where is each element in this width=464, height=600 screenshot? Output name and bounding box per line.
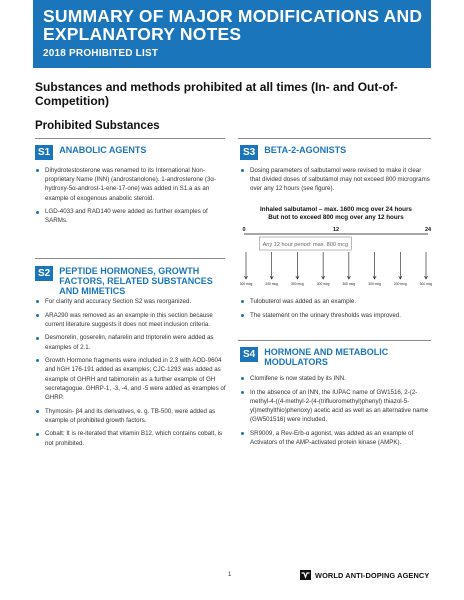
dose-label: 300 mcg — [316, 282, 330, 286]
s1-list — [35, 166, 227, 230]
s3-title: BETA-2-AGONISTS — [264, 145, 347, 155]
list-item: Dihydrotestosterone was renamed to its International Non-proprietary Name (INN) (androstanolone). 1-androsterone (3α-hydroxy-5α-androst-1-ene-17-one) was added in S1.a as an example of exogenous anabolic steroid. — [35, 166, 227, 203]
list-item: Growth Hormone fragments were included in 2.3 with AOD-9604 and hGH 176-191 added as examples; CJC-1293 was added as example of GHRH and tabimorelin as a further example of GH secretagogue. GHRP-1, -3, -4, and -5 were added as examples of GHRP. — [35, 356, 227, 402]
dose-label: 300 mcg — [368, 282, 381, 286]
list-item: In the absence of an INN, the IUPAC name of GW1516, 2-(2-methyl-4-((4-methyl-2-(4-(trifluoromethyl)phenyl) thiazol-5-yl)methylthio)phenoxy) acetic acid as well as an alternative name (GW501516) were included. — [240, 388, 432, 425]
s2-rule — [35, 258, 225, 259]
list-item: The statement on the urinary thresholds was improved. — [240, 311, 432, 320]
s3-badge: S3 — [240, 145, 258, 160]
header-banner — [33, 0, 431, 68]
s2-badge: S2 — [35, 266, 53, 281]
s4-rule — [238, 340, 431, 341]
dose-label: 200 mcg — [265, 282, 279, 286]
dose-label: 200 mcg — [393, 282, 407, 286]
chart-tick-label: 0 — [242, 227, 246, 233]
list-item: Tulobuterol was added as an example. — [240, 297, 432, 306]
document-subtitle: 2018 PROHIBITED LIST — [43, 48, 159, 59]
s3-list-bottom — [240, 297, 432, 324]
s3-header — [240, 145, 432, 160]
page-number: 1 — [228, 572, 232, 578]
dose-label: 300 mcg — [291, 282, 304, 286]
s1-rule — [35, 138, 225, 139]
s2-header — [35, 266, 227, 296]
list-item: For clarity and accuracy Section S2 was reorganized. — [35, 297, 227, 306]
wada-logo-icon — [300, 570, 311, 580]
s1-badge: S1 — [35, 145, 53, 160]
org-name: WORLD ANTI-DOPING AGENCY — [315, 570, 430, 580]
list-item: SR9009, a Rev-Erb-α agonist, was added as an example of Activators of the AMP-activated protein kinase (AMPK). — [240, 429, 432, 447]
list-item: Dosing parameters of salbutamol were revised to make it clear that divided doses of salbutamol may not exceed 800 micrograms over any 12 hours (see figure). — [240, 166, 432, 194]
intro-heading: Substances and methods prohibited at all times (In- and Out-of-Competition) — [35, 80, 398, 108]
s3-rule — [238, 138, 431, 139]
s2-list — [35, 297, 227, 452]
s1-title: ANABOLIC AGENTS — [59, 145, 147, 155]
s2-title: PEPTIDE HORMONES, GROWTH FACTORS, RELATED SUBSTANCES AND MIMETICS — [59, 266, 213, 296]
chart-title: Inhaled salbutamol – max. 1600 mcg over 24 hours — [260, 206, 412, 213]
document-title: SUMMARY OF MAJOR MODIFICATIONS AND EXPLANATORY NOTES — [43, 6, 423, 44]
dose-label: 300 mcg — [342, 282, 356, 286]
s4-badge: S4 — [240, 347, 258, 362]
chart-subtitle: But not to exceed 800 mcg over any 12 hours — [268, 214, 404, 221]
list-item: Cobalt: It is re-iterated that vitamin B12, which contains cobalt, is not prohibited. — [35, 429, 227, 447]
dose-label: 300 mcg — [419, 282, 432, 286]
list-item: ARA290 was removed as an example in this section because current literature suggests it does not meet inclusion criteria. — [35, 311, 227, 329]
list-item: Thymosin- β4 and its derivatives, e. g. TB-500, were added as example of prohibited growth factors. — [35, 407, 227, 425]
s3-list-top — [240, 166, 432, 198]
list-item: LGD-4033 and RAD140 were added as further examples of SARMs. — [35, 207, 227, 225]
section-heading: Prohibited Substances — [35, 120, 160, 132]
s4-list — [240, 374, 432, 452]
list-item: Desmorelin, goserelin, nafarelin and triptorelin were added as examples of 2.1. — [35, 333, 227, 351]
chart-window-label: Any 12 hour period: max. 800 mcg — [262, 242, 349, 248]
footer-org — [300, 570, 429, 580]
s4-title: HORMONE AND METABOLIC MODULATORS — [264, 347, 389, 367]
chart-tick-label: 12 — [332, 227, 340, 233]
s4-header — [240, 347, 432, 367]
s1-header — [35, 145, 225, 160]
dose-label: 300 mcg — [240, 282, 253, 286]
chart-svg — [240, 206, 432, 290]
salbutamol-chart — [240, 206, 432, 290]
list-item: Clomifene is now stated by its INN. — [240, 374, 432, 383]
chart-tick-label: 24 — [424, 227, 432, 233]
